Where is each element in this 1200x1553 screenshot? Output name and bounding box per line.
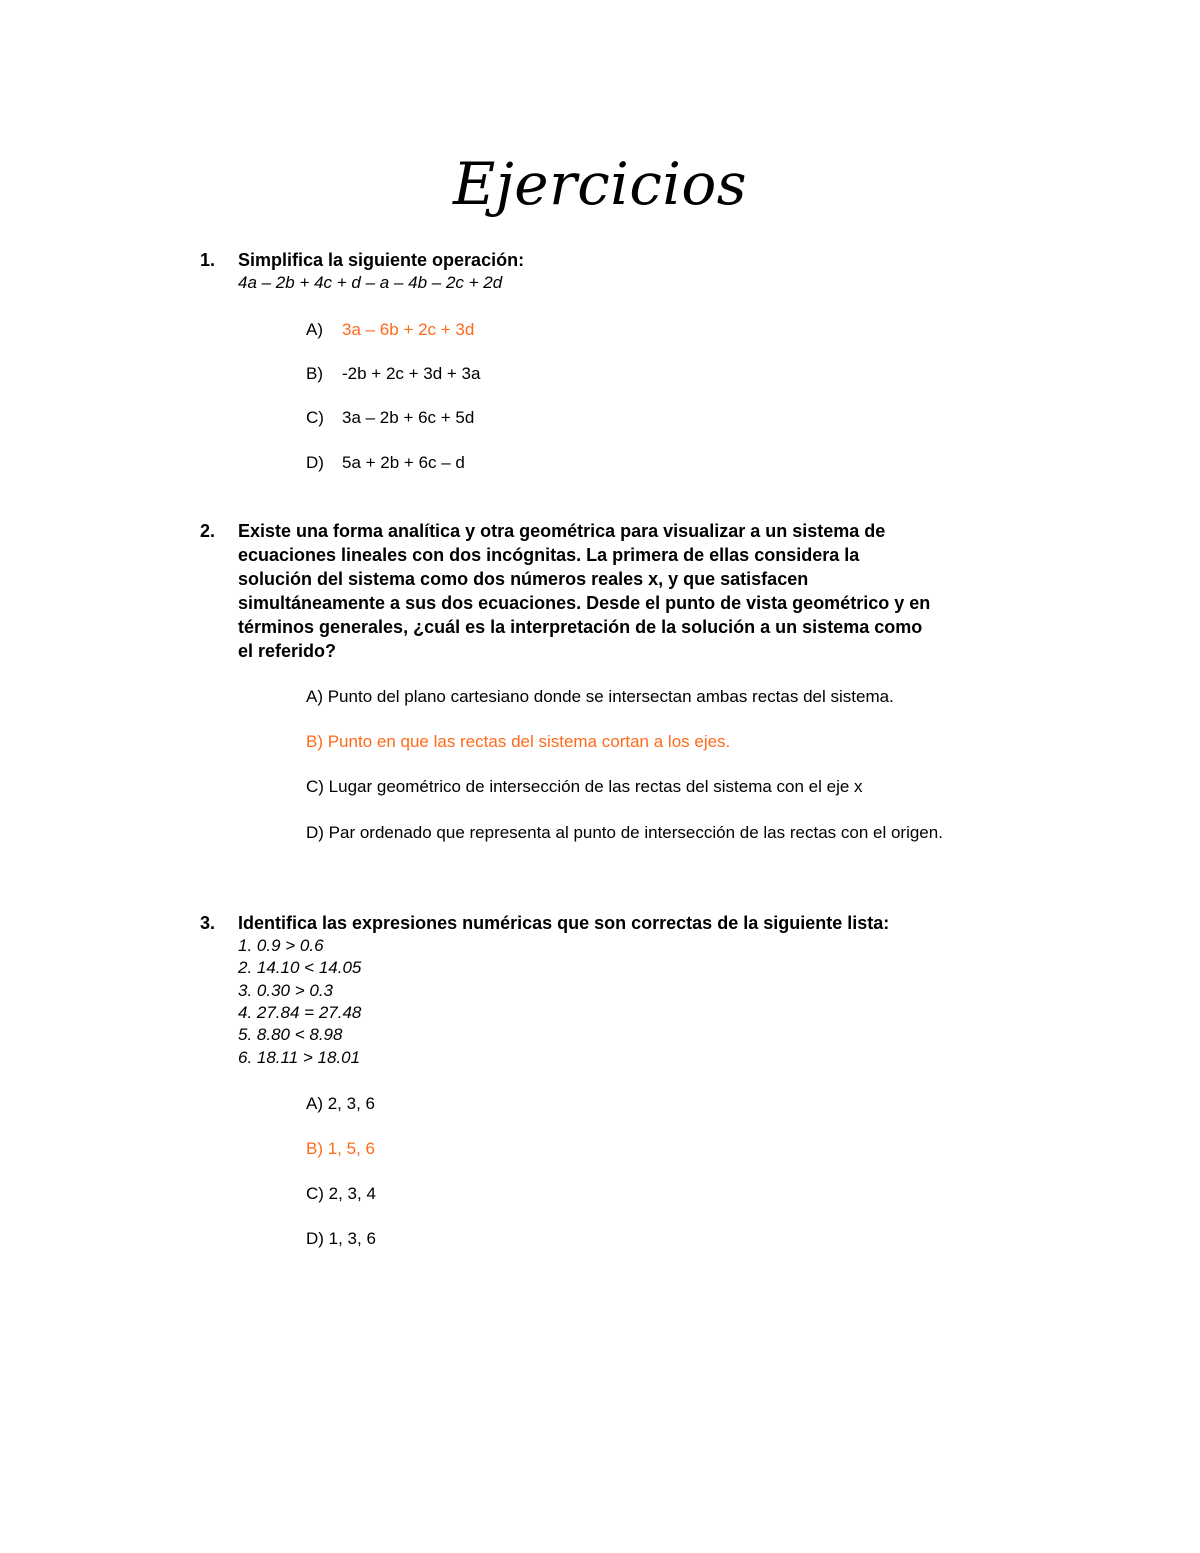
prompt-line: el referido? xyxy=(238,641,337,661)
prompt-line: Existe una forma analítica y otra geométrica para visualizar a un sistema de xyxy=(238,521,886,541)
question-3 xyxy=(200,911,1060,1261)
prompt-line: ecuaciones lineales con dos incógnitas. La primera de ellas considera la xyxy=(238,545,860,565)
option-a xyxy=(306,318,474,341)
list-item: 4. 27.84 = 27.48 xyxy=(238,1003,362,1022)
option-d: D) 1, 3, 6 xyxy=(306,1229,376,1248)
question-number: 1. xyxy=(200,250,216,270)
question-prompt: Simplifica la siguiente operación: xyxy=(238,250,525,270)
list-item: 5. 8.80 < 8.98 xyxy=(238,1025,343,1044)
prompt-line: simultáneamente a sus dos ecuaciones. Desde el punto de vista geométrico y en xyxy=(238,593,931,613)
option-c xyxy=(306,406,474,429)
list-item: 6. 18.11 > 18.01 xyxy=(238,1048,361,1067)
question-number: 3. xyxy=(200,913,216,933)
option-text: 3a – 2b + 6c + 5d xyxy=(342,408,475,427)
list-item: 1. 0.9 > 0.6 xyxy=(238,936,324,955)
page-title: Ejercicios xyxy=(452,150,748,218)
option-c: C) Lugar geométrico de intersección de las rectas del sistema con el eje x xyxy=(306,777,863,796)
question-1 xyxy=(200,248,1060,488)
option-letter: B) xyxy=(306,364,323,383)
option-b: B) 1, 5, 6 xyxy=(306,1139,375,1158)
option-a: A) Punto del plano cartesiano donde se intersectan ambas rectas del sistema. xyxy=(306,687,894,706)
question-prompt xyxy=(238,519,1058,663)
list-item: 3. 0.30 > 0.3 xyxy=(238,981,333,1000)
prompt-line: solución del sistema como dos números reales x, y que satisfacen xyxy=(238,569,809,589)
option-text: -2b + 2c + 3d + 3a xyxy=(342,364,481,383)
option-letter: A) xyxy=(306,320,323,339)
option-a: A) 2, 3, 6 xyxy=(306,1094,375,1113)
question-number: 2. xyxy=(200,521,216,541)
option-d: D) Par ordenado que representa al punto de intersección de las rectas con el origen. xyxy=(306,823,943,842)
option-d xyxy=(306,451,465,474)
question-2 xyxy=(200,519,1060,869)
list-item: 2. 14.10 < 14.05 xyxy=(238,958,362,977)
option-letter: D) xyxy=(306,453,324,472)
option-c: C) 2, 3, 4 xyxy=(306,1184,376,1203)
option-b: B) Punto en que las rectas del sistema cortan a los ejes. xyxy=(306,732,731,751)
option-b xyxy=(306,362,480,385)
question-prompt: Identifica las expresiones numéricas que son correctas de la siguiente lista: xyxy=(238,913,890,933)
option-text: 5a + 2b + 6c – d xyxy=(342,453,465,472)
expression: 4a – 2b + 4c + d – a – 4b – 2c + 2d xyxy=(238,273,503,292)
option-letter: C) xyxy=(306,408,324,427)
option-text: 3a – 6b + 2c + 3d xyxy=(342,320,475,339)
prompt-line: términos generales, ¿cuál es la interpretación de la solución a un sistema como xyxy=(238,617,923,637)
